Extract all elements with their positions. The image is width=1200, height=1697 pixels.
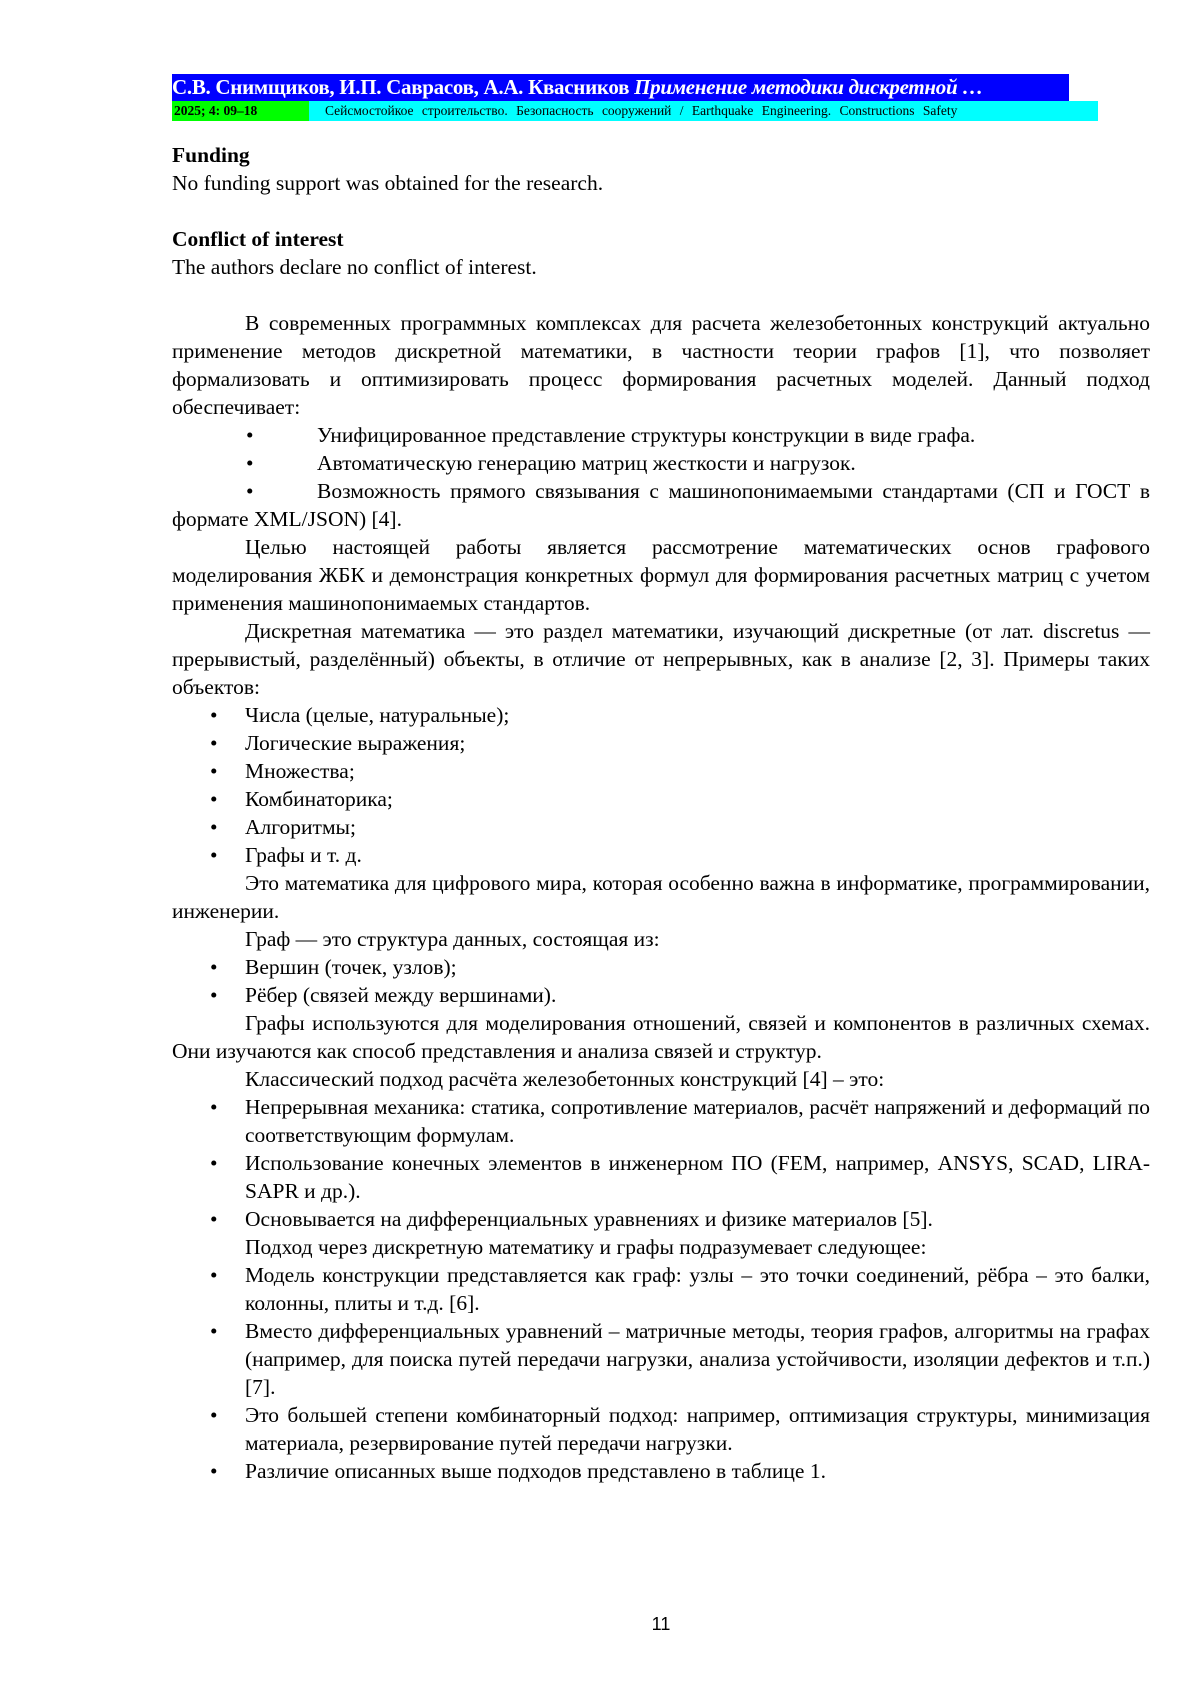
paragraph: Целью настоящей работы является рассмотрение математических основ графового моделирования ЖБК и демонстрация конкретных формул для формирования расчетных матриц с учетом применения машинопонимаемых стандартов. — [172, 535, 1150, 615]
bullet: • — [210, 1207, 218, 1231]
bullet: • — [210, 703, 218, 727]
header-issue: 2025; 4: 09–18 — [172, 101, 309, 121]
list-item — [172, 1457, 1150, 1485]
list-item-text: Основывается на дифференциальных уравнениях и физике материалов [5]. — [245, 1207, 933, 1231]
running-header-title — [172, 74, 1069, 101]
bullet: • — [210, 983, 218, 1007]
list-item — [172, 701, 1150, 729]
conflict-heading: Conflict of interest — [172, 227, 344, 251]
list-item-text: Множества; — [245, 759, 355, 783]
list-item — [172, 421, 1150, 449]
header-journal: Сейсмостойкое строительство. Безопасность сооружений / Earthquake Engineering. Constructions Safety — [309, 101, 1098, 121]
bullet: • — [246, 479, 254, 503]
list-item — [172, 1205, 1150, 1233]
running-header-journal — [172, 101, 1098, 121]
list-item-text: Вместо дифференциальных уравнений – матричные методы, теория графов, алгоритмы на графах (например, для поиска путей передачи нагрузки, анализа устойчивости, изоляции дефектов и т.п.) [7]. — [245, 1319, 1150, 1399]
list-item-text: Модель конструкции представляется как граф: узлы – это точки соединений, рёбра – это балки, колонны, плиты и т.д. [6]. — [245, 1263, 1150, 1315]
bullet: • — [210, 1319, 218, 1343]
list-item — [172, 981, 1150, 1009]
paragraph: В современных программных комплексах для расчета железобетонных конструкций актуально применение методов дискретной математики, в частности теории графов [1], что позволяет формализовать и оптимизировать процесс формирования расчетных моделей. Данный подход обеспечивает: — [172, 311, 1150, 419]
bullet: • — [246, 423, 254, 447]
list-item-text: Использование конечных элементов в инженерном ПО (FEM, например, ANSYS, SCAD, LIRA-SAPR и др.). — [245, 1151, 1150, 1203]
list-item-text: Вершин (точек, узлов); — [245, 955, 457, 979]
paragraph: Классический подход расчёта железобетонных конструкций [4] – это: — [245, 1067, 885, 1091]
list-item — [172, 1401, 1150, 1457]
paragraph: Граф — это структура данных, состоящая из: — [245, 927, 660, 951]
bullet: • — [246, 451, 254, 475]
bullet: • — [210, 1263, 218, 1287]
list-item — [172, 1149, 1150, 1205]
list-item-text: Рёбер (связей между вершинами). — [245, 983, 557, 1007]
paragraph: Подход через дискретную математику и графы подразумевает следующее: — [245, 1235, 927, 1259]
bullet: • — [210, 759, 218, 783]
list-item — [172, 757, 1150, 785]
bullet: • — [210, 731, 218, 755]
bullet: • — [210, 955, 218, 979]
list-item-text: Числа (целые, натуральные); — [245, 703, 510, 727]
list-item — [172, 953, 1150, 981]
list-item — [172, 841, 1150, 869]
list-item-text: Непрерывная механика: статика, сопротивление материалов, расчёт напряжений и деформаций по соответствующим формулам. — [245, 1095, 1150, 1147]
list-item — [172, 477, 1150, 533]
list-item-text: Алгоритмы; — [245, 815, 356, 839]
list-item — [172, 729, 1150, 757]
bullet: • — [210, 1151, 218, 1175]
bullet: • — [210, 1095, 218, 1119]
list-item — [172, 449, 1150, 477]
list-item — [172, 1093, 1150, 1149]
page-number: 11 — [651, 1614, 671, 1634]
list-item-text: Это большей степени комбинаторный подход: например, оптимизация структуры, минимизация материала, резервирование путей передачи нагрузки. — [245, 1403, 1150, 1455]
paragraph: Это математика для цифрового мира, которая особенно важна в информатике, программировании, инженерии. — [172, 871, 1150, 923]
paragraph: Дискретная математика — это раздел математики, изучающий дискретные (от лат. discretus — прерывистый, разделённый) объекты, в отличие от непрерывных, как в анализе [2, 3]. Примеры таких объектов: — [172, 619, 1150, 699]
list-item-text: Унифицированное представление структуры конструкции в виде графа. — [317, 423, 976, 447]
header-authors: С.В. Снимщиков, И.П. Саврасов, А.А. Квасников — [172, 75, 630, 99]
list-item-text: Автоматическую генерацию матриц жесткости и нагрузок. — [317, 451, 856, 475]
list-item — [172, 1261, 1150, 1317]
list-item-text: Комбинаторика; — [245, 787, 393, 811]
header-article-title: Применение методики дискретной … — [634, 75, 983, 99]
list-item — [172, 785, 1150, 813]
bullet: • — [210, 1403, 218, 1427]
list-item-text: Различие описанных выше подходов представлено в таблице 1. — [245, 1459, 826, 1483]
bullet: • — [210, 815, 218, 839]
bullet: • — [210, 787, 218, 811]
bullet: • — [210, 1459, 218, 1483]
list-item-text: Возможность прямого связывания с машинопонимаемыми стандартами (СП и ГОСТ в формате XML/JSON) [4]. — [172, 479, 1150, 531]
funding-heading: Funding — [172, 143, 250, 167]
list-item-text: Логические выражения; — [245, 731, 466, 755]
paragraph: Графы используются для моделирования отношений, связей и компонентов в различных схемах. Они изучаются как способ представления и анализа связей и структур. — [172, 1011, 1150, 1063]
bullet: • — [210, 843, 218, 867]
funding-text: No funding support was obtained for the research. — [172, 171, 604, 195]
list-item — [172, 813, 1150, 841]
page-body — [172, 141, 1150, 1485]
conflict-text: The authors declare no conflict of interest. — [172, 255, 537, 279]
list-item — [172, 1317, 1150, 1401]
list-item-text: Графы и т. д. — [245, 843, 362, 867]
